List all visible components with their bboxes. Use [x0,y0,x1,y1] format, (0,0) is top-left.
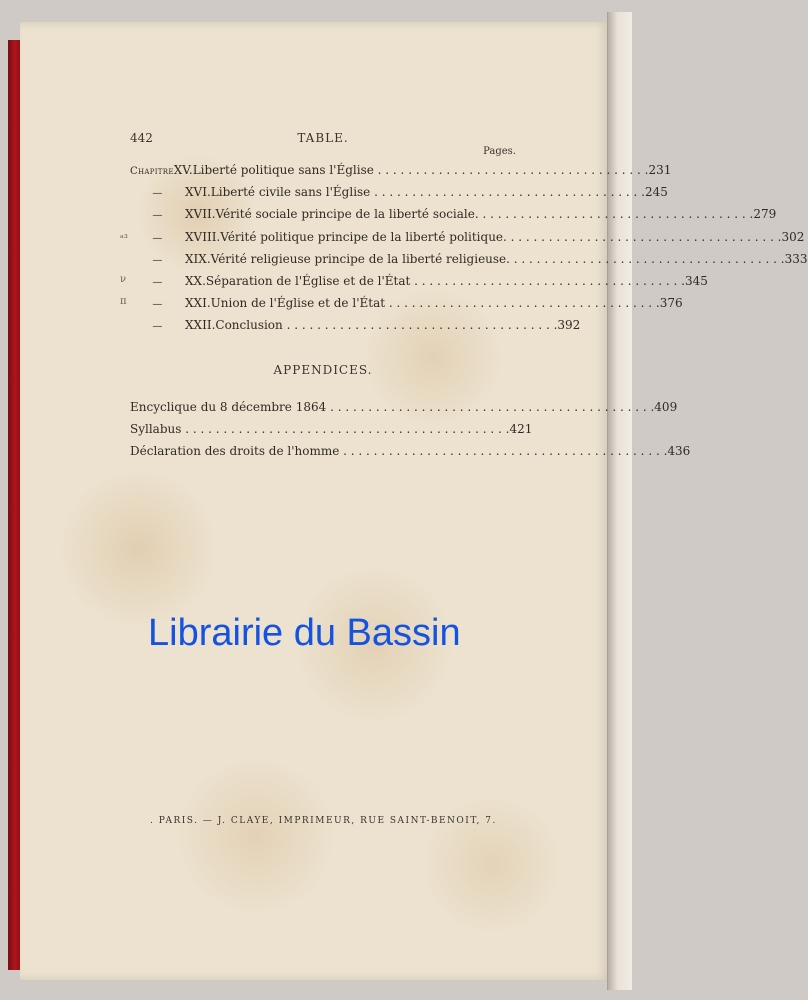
margin-annotation: ₐ₃ [120,229,128,241]
appendix-page: 409 [654,400,678,414]
ditto-dash: — [152,299,163,311]
page-title: TABLE. [297,131,349,145]
appendix-row [130,400,678,422]
ditto-dash: — [152,210,163,222]
ditto-dash: — [152,232,163,244]
chapter-word: Chapitre [130,166,174,177]
appendix-title: Encyclique du 8 décembre 1864 . . . [130,400,654,414]
pages-column-label: Pages. [483,146,516,157]
ditto-dash: — [152,321,163,333]
chapter-number: XVI. [185,185,211,200]
chapter-title: Union de l'Église et de l'État . . . [211,296,660,310]
chapter-page: 392 [557,318,581,333]
toc-row [120,273,708,296]
chapter-number: XX. [185,273,206,288]
chapter-number: XXI. [185,296,211,311]
appendices-list [130,400,691,467]
chapter-number: XV. [173,163,193,177]
chapter-title: Séparation de l'Église et de l'État . . . [206,274,685,288]
page-number: 442 [130,131,153,145]
toc-row [130,207,777,229]
chapter-page: 279 [753,207,777,222]
chapter-title: Vérité religieuse principe de la liberté religieuse. . . . [211,252,785,266]
chapter-title: Vérité politique principe de la liberté politique. . . . [220,230,781,244]
toc-row [130,163,672,185]
toc-row [130,318,581,340]
toc-row [120,296,683,318]
printer-imprint: . PARIS. — J. CLAYE, IMPRIMEUR, RUE SAINT-BENOIT, 7. [150,816,497,826]
chapter-page: 345 [684,273,708,288]
ditto-dash: — [152,276,163,288]
facing-page-edge [607,12,632,990]
appendix-page: 436 [667,444,691,459]
chapter-title: Vérité sociale principe de la liberté sociale. . . . [216,207,754,221]
appendix-title: Déclaration des droits de l'homme . . . [130,444,667,458]
chapter-number: XXII. [185,318,216,333]
appendix-title: Syllabus . . . [130,422,509,436]
toc-row [120,229,805,252]
chapter-title: Liberté politique sans l'Église . . . [193,163,649,177]
chapter-page: 231 [648,163,672,177]
chapter-number: XVIII. [185,229,221,244]
margin-annotation: ν [120,273,127,285]
toc-row [130,251,808,274]
chapter-page: 376 [659,296,683,311]
chapter-title: Liberté civile sans l'Église . . . [211,185,645,199]
appendix-row [130,444,691,466]
chapter-page: 333 [784,251,808,266]
chapter-page: 302 [781,229,805,244]
watermark: Librairie du Bassin [148,612,461,654]
chapter-page: 245 [644,185,668,200]
chapter-title: Conclusion . . . [215,318,557,332]
appendix-page: 421 [509,422,533,437]
margin-annotation: π [120,296,127,308]
appendices-heading: APPENDICES. [273,363,373,377]
toc-row [130,185,668,207]
ditto-dash: — [152,254,163,266]
appendix-row [130,422,533,444]
ditto-dash: — [152,188,163,200]
chapter-number: XVII. [185,207,216,222]
chapter-number: XIX. [185,251,211,266]
table-of-contents [120,163,808,341]
